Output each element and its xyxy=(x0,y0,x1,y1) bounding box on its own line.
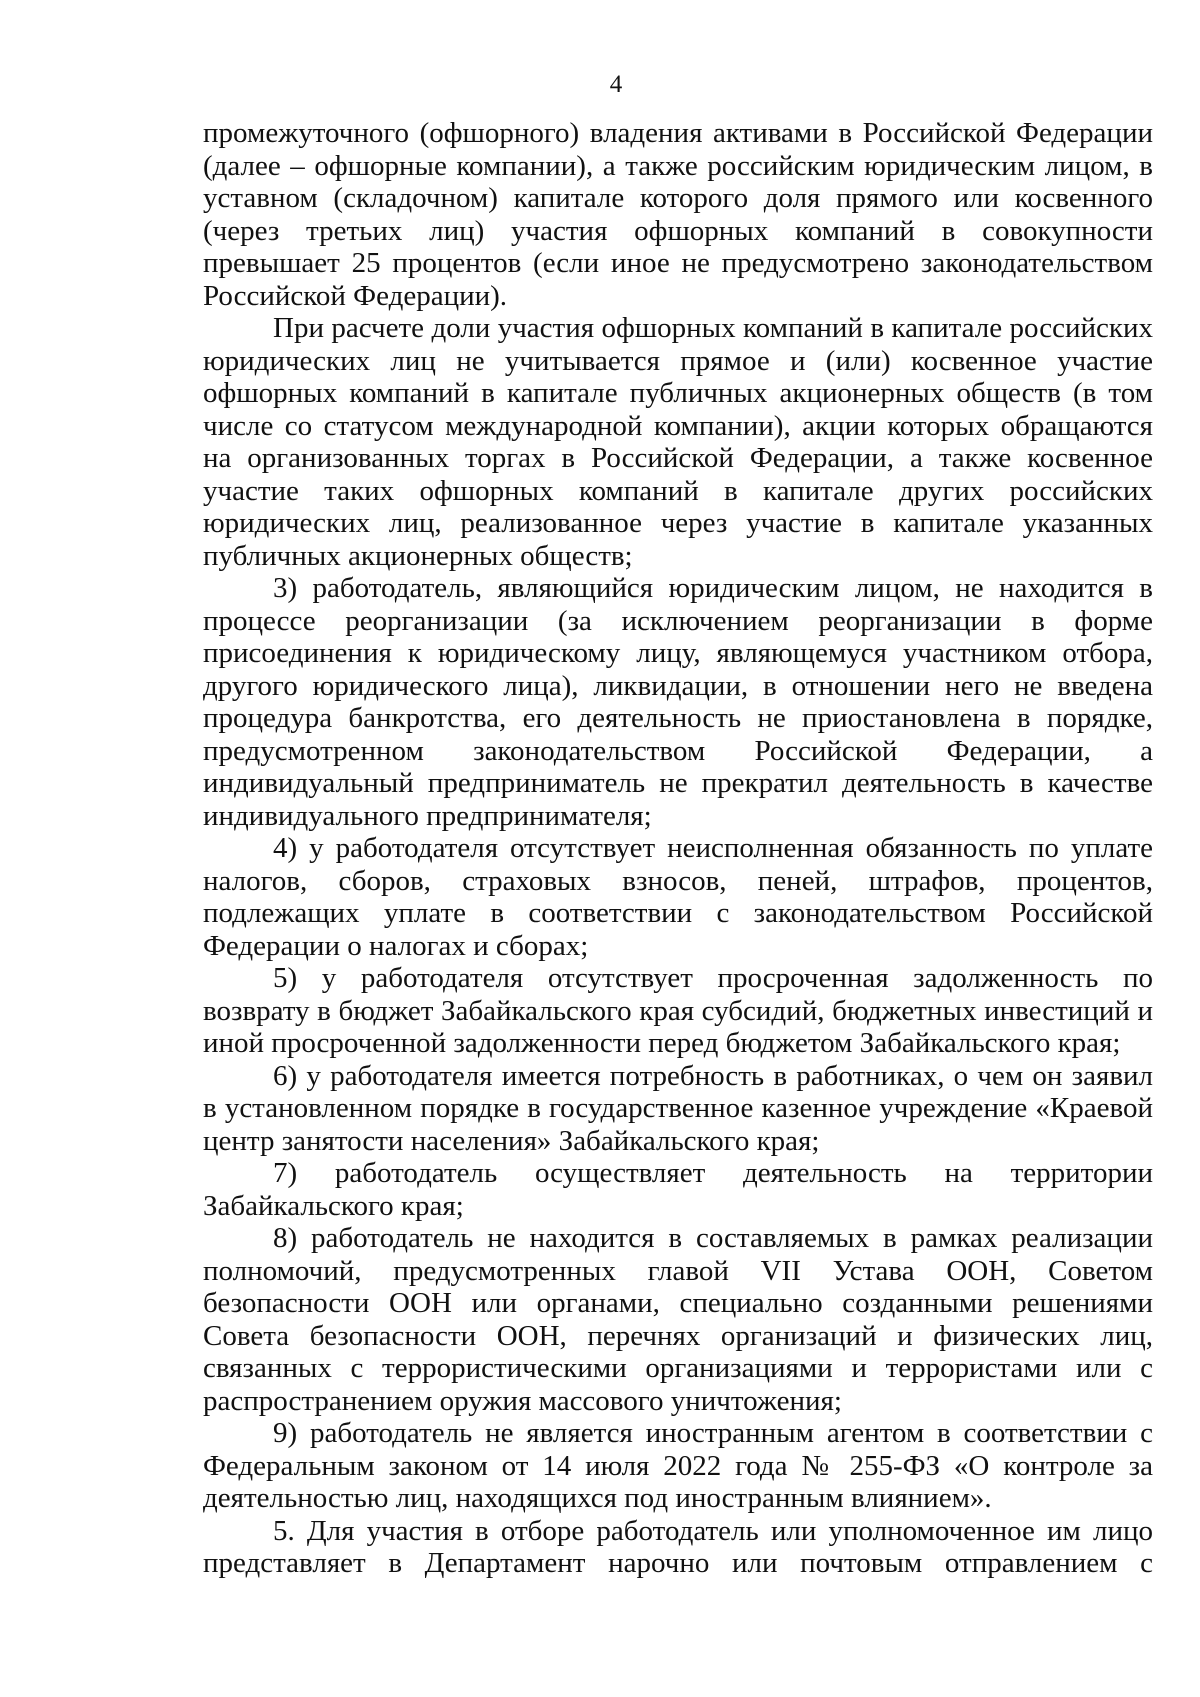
paragraph-item-6: 6) у работодателя имеется потребность в работниках, о чем он заявил в установленном порядке в государственное казенное учреждение «Краевой центр занятости населения» Забайкальского края; xyxy=(203,1059,1153,1157)
paragraph-item-4: 4) у работодателя отсутствует неисполненная обязанность по уплате налогов, сборов, страховых взносов, пеней, штрафов, процентов, подлежащих уплате в соответствии с законодательством Российской Федерации о налогах и сборах; xyxy=(203,832,1153,962)
paragraph-offshore-share-calculation: При расчете доли участия офшорных компаний в капитале российских юридических лиц не учитывается прямое и (или) косвенное участие офшорных компаний в капитале публичных акционерных обществ (в том числе со статусом международной компании), акции которых обращаются на организованных торгах в Российской Федерации, а также косвенное участие таких офшорных компаний в капитале других российских юридических лиц, реализованное через участие в капитале указанных публичных акционерных обществ; xyxy=(203,312,1153,572)
paragraph-clause-5: 5. Для участия в отборе работодатель или уполномоченное им лицо представляет в Департамент нарочно или почтовым отправлением с xyxy=(203,1514,1153,1579)
paragraph-item-7: 7) работодатель осуществляет деятельность на территории Забайкальского края; xyxy=(203,1157,1153,1222)
page-number: 4 xyxy=(609,71,623,98)
paragraph-item-3: 3) работодатель, являющийся юридическим лицом, не находится в процессе реорганизации (за исключением реорганизации в форме присоединения к юридическому лицу, являющемуся участником отбора, другого юридического лица), ликвидации, в отношении него не введена процедура банкротства, его деятельность не приостановлена в порядке, предусмотренном законодательством Российской Федерации, а индивидуальный предприниматель не прекратил деятельность в качестве индивидуального предпринимателя; xyxy=(203,572,1153,832)
paragraph-item-5: 5) у работодателя отсутствует просроченная задолженность по возврату в бюджет Забайкальского края субсидий, бюджетных инвестиций и иной просроченной задолженности перед бюджетом Забайкальского края; xyxy=(203,962,1153,1059)
paragraph-item-8: 8) работодатель не находится в составляемых в рамках реализации полномочий, предусмотренных главой VII Устава ООН, Советом безопасности ООН или органами, специально созданными решениями Совета безопасности ООН, перечнях организаций и физических лиц, связанных с террористическими организациями и террористами или с распространением оружия массового уничтожения; xyxy=(203,1222,1153,1417)
paragraph-offshore-continuation: промежуточного (офшорного) владения активами в Российской Федерации (далее – офшорные компании), а также российским юридическим лицом, в уставном (складочном) капитале которого доля прямого или косвенного (через третьих лиц) участия офшорных компаний в совокупности превышает 25 процентов (если иное не предусмотрено законодательством Российской Федерации). xyxy=(203,117,1153,312)
document-body xyxy=(203,117,1153,1580)
paragraph-item-9: 9) работодатель не является иностранным агентом в соответствии с Федеральным законом от 14 июля 2022 года № 255-ФЗ «О контроле за деятельностью лиц, находящихся под иностранным влиянием». xyxy=(203,1417,1153,1514)
